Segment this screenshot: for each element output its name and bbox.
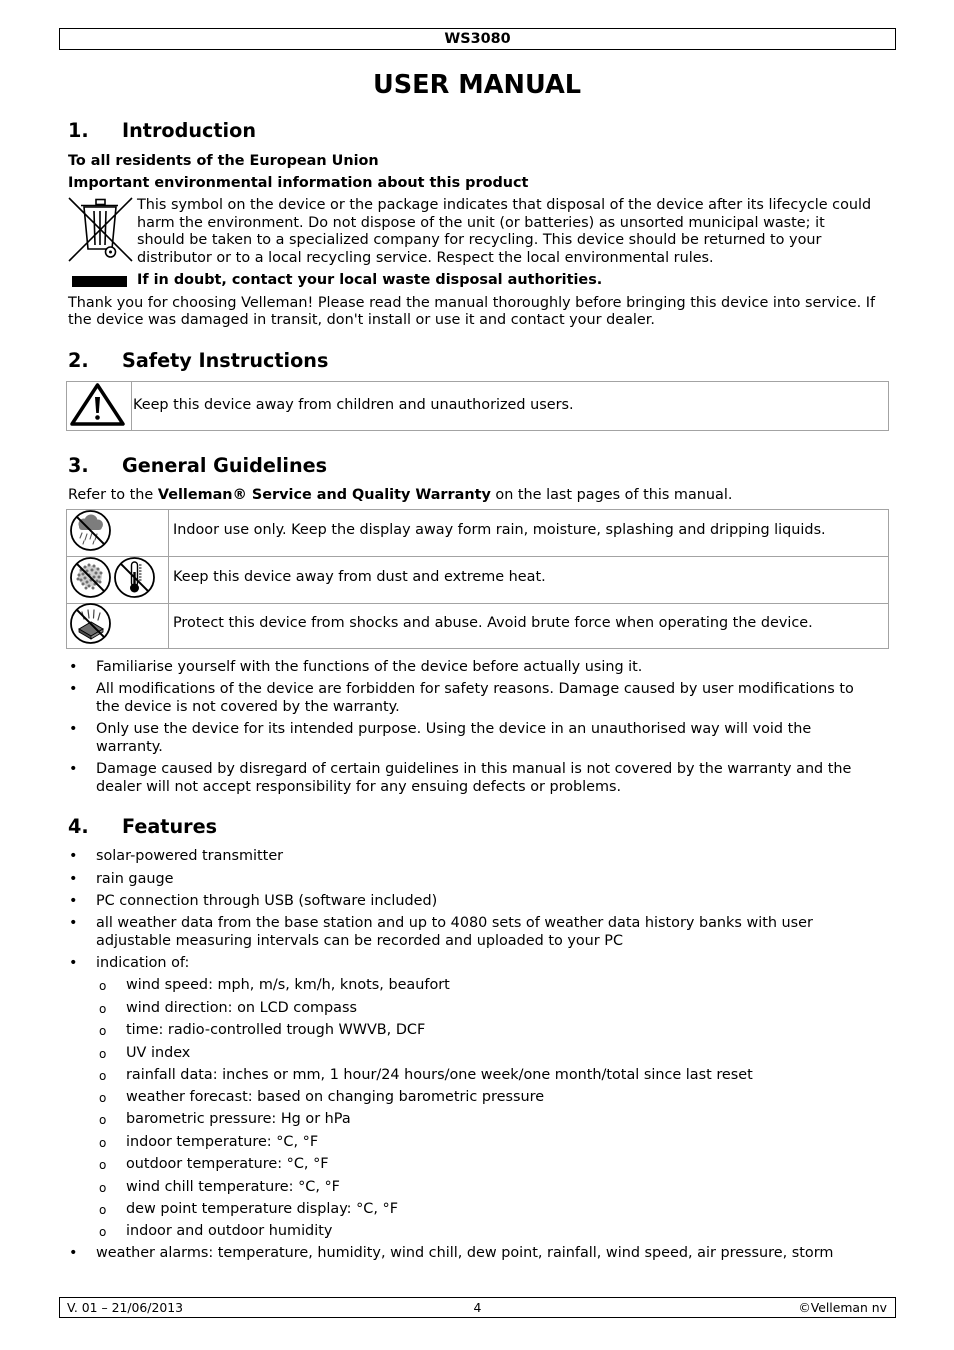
symbol-text-line: This symbol on the device or the package indicates that disposal of the device after its lifecycle could xyxy=(137,197,872,213)
feature-sub-bullet: o indoor temperature: °C, °F xyxy=(126,1133,318,1151)
feature-bullet: • solar-powered transmitter xyxy=(96,847,283,865)
eu-residents-heading: To all residents of the European Union xyxy=(68,153,379,169)
safety-text: Keep this device away from children and unauthorized users. xyxy=(133,397,574,413)
guidelines-row-divider xyxy=(66,603,889,604)
symbol-text-line: distributor or to a local recycling service. Respect the local environmental rules. xyxy=(137,250,714,266)
warranty-reference-suffix: on the last pages of this manual. xyxy=(490,487,733,503)
guidelines-column-divider xyxy=(168,509,169,649)
disposal-advice: If in doubt, contact your local waste disposal authorities. xyxy=(137,272,603,288)
symbol-text-line: harm the environment. Do not dispose of the unit (or batteries) as unsorted municipal waste; it xyxy=(137,215,825,231)
page-title: USER MANUAL xyxy=(372,70,582,100)
symbol-text-line: should be taken to a specialized company for recycling. This device should be returned to your xyxy=(137,232,822,248)
page-header-box xyxy=(59,28,896,50)
feature-sub-bullet: o outdoor temperature: °C, °F xyxy=(126,1155,329,1173)
feature-sub-bullet: o dew point temperature display: °C, °F xyxy=(126,1200,398,1218)
no-rain-icon xyxy=(69,509,112,552)
page-footer xyxy=(59,1297,896,1318)
feature-bullet: • all weather data from the base station and up to 4080 sets of weather data history banks with user xyxy=(96,914,813,932)
feature-sub-bullet: o barometric pressure: Hg or hPa xyxy=(126,1110,351,1128)
no-dust-icon xyxy=(69,556,112,599)
feature-sub-bullet: o wind chill temperature: °C, °F xyxy=(126,1178,340,1196)
feature-sub-bullet: o weather forecast: based on changing barometric pressure xyxy=(126,1088,544,1106)
black-bar-marker xyxy=(72,276,127,287)
section-1-number: 1. xyxy=(68,119,89,142)
feature-bullet: • indication of: xyxy=(96,954,189,972)
warning-triangle-icon xyxy=(68,382,128,429)
feature-sub-bullet: o UV index xyxy=(126,1044,190,1062)
thanks-text-line: the device was damaged in transit, don't install or use it and contact your dealer. xyxy=(68,312,655,328)
no-heat-icon xyxy=(113,556,156,599)
section-3-heading: General Guidelines xyxy=(122,454,328,477)
feature-sub-bullet: o time: radio-controlled trough WWVB, DCF xyxy=(126,1021,425,1039)
footer-page-number: 4 xyxy=(473,1300,482,1315)
feature-bullet-alarms: • weather alarms: temperature, humidity, wind chill, dew point, rainfall, wind speed, air pressure, storm xyxy=(96,1244,833,1262)
guideline-text: Indoor use only. Keep the display away form rain, moisture, splashing and dripping liquids. xyxy=(173,522,826,538)
guideline-bullet: • Damage caused by disregard of certain guidelines in this manual is not covered by the warranty and the xyxy=(96,760,851,778)
footer-version: V. 01 – 21/06/2013 xyxy=(67,1300,184,1315)
feature-bullet: • rain gauge xyxy=(96,870,174,888)
section-2-number: 2. xyxy=(68,349,89,372)
thanks-text-line: Thank you for choosing Velleman! Please read the manual thoroughly before bringing this device into service. If xyxy=(68,295,876,311)
guideline-bullet-continuation: warranty. xyxy=(96,739,163,755)
guideline-bullet-continuation: the device is not covered by the warranty. xyxy=(96,699,400,715)
header-model-label: WS3080 xyxy=(444,31,511,47)
no-shock-icon xyxy=(69,602,112,645)
section-4-number: 4. xyxy=(68,815,89,838)
warranty-reference xyxy=(68,486,732,504)
warranty-reference-prefix: Refer to the xyxy=(68,487,158,503)
warranty-reference-title: Velleman® Service and Quality Warranty xyxy=(157,487,491,503)
guidelines-row-divider xyxy=(66,556,889,557)
section-3-number: 3. xyxy=(68,454,89,477)
guideline-text: Keep this device away from dust and extreme heat. xyxy=(173,569,546,585)
environmental-info-heading: Important environmental information about this product xyxy=(68,175,529,191)
guideline-bullet-continuation: dealer will not accept responsibility for any ensuing defects or problems. xyxy=(96,779,622,795)
feature-sub-bullet: o rainfall data: inches or mm, 1 hour/24 hours/one week/one month/total since last reset xyxy=(126,1066,753,1084)
section-4-heading: Features xyxy=(122,815,218,838)
feature-bullet-continuation: adjustable measuring intervals can be recorded and uploaded to your PC xyxy=(96,933,624,949)
guideline-bullet: • All modifications of the device are forbidden for safety reasons. Damage caused by user modifications to xyxy=(96,680,854,698)
crossed-out-wheelie-bin-icon xyxy=(68,196,133,263)
guideline-text: Protect this device from shocks and abuse. Avoid brute force when operating the device. xyxy=(173,615,813,631)
guideline-bullet: • Familiarise yourself with the functions of the device before actually using it. xyxy=(96,658,642,676)
feature-sub-bullet: o indoor and outdoor humidity xyxy=(126,1222,332,1240)
feature-bullet: • PC connection through USB (software included) xyxy=(96,892,437,910)
footer-copyright: ©Velleman nv xyxy=(798,1300,887,1315)
feature-sub-bullet: o wind speed: mph, m/s, km/h, knots, beaufort xyxy=(126,976,450,994)
section-1-heading: Introduction xyxy=(122,119,256,142)
safety-table-divider xyxy=(131,381,132,431)
section-2-heading: Safety Instructions xyxy=(122,349,329,372)
feature-sub-bullet: o wind direction: on LCD compass xyxy=(126,999,357,1017)
guideline-bullet: • Only use the device for its intended purpose. Using the device in an unauthorised way will void the xyxy=(96,720,811,738)
